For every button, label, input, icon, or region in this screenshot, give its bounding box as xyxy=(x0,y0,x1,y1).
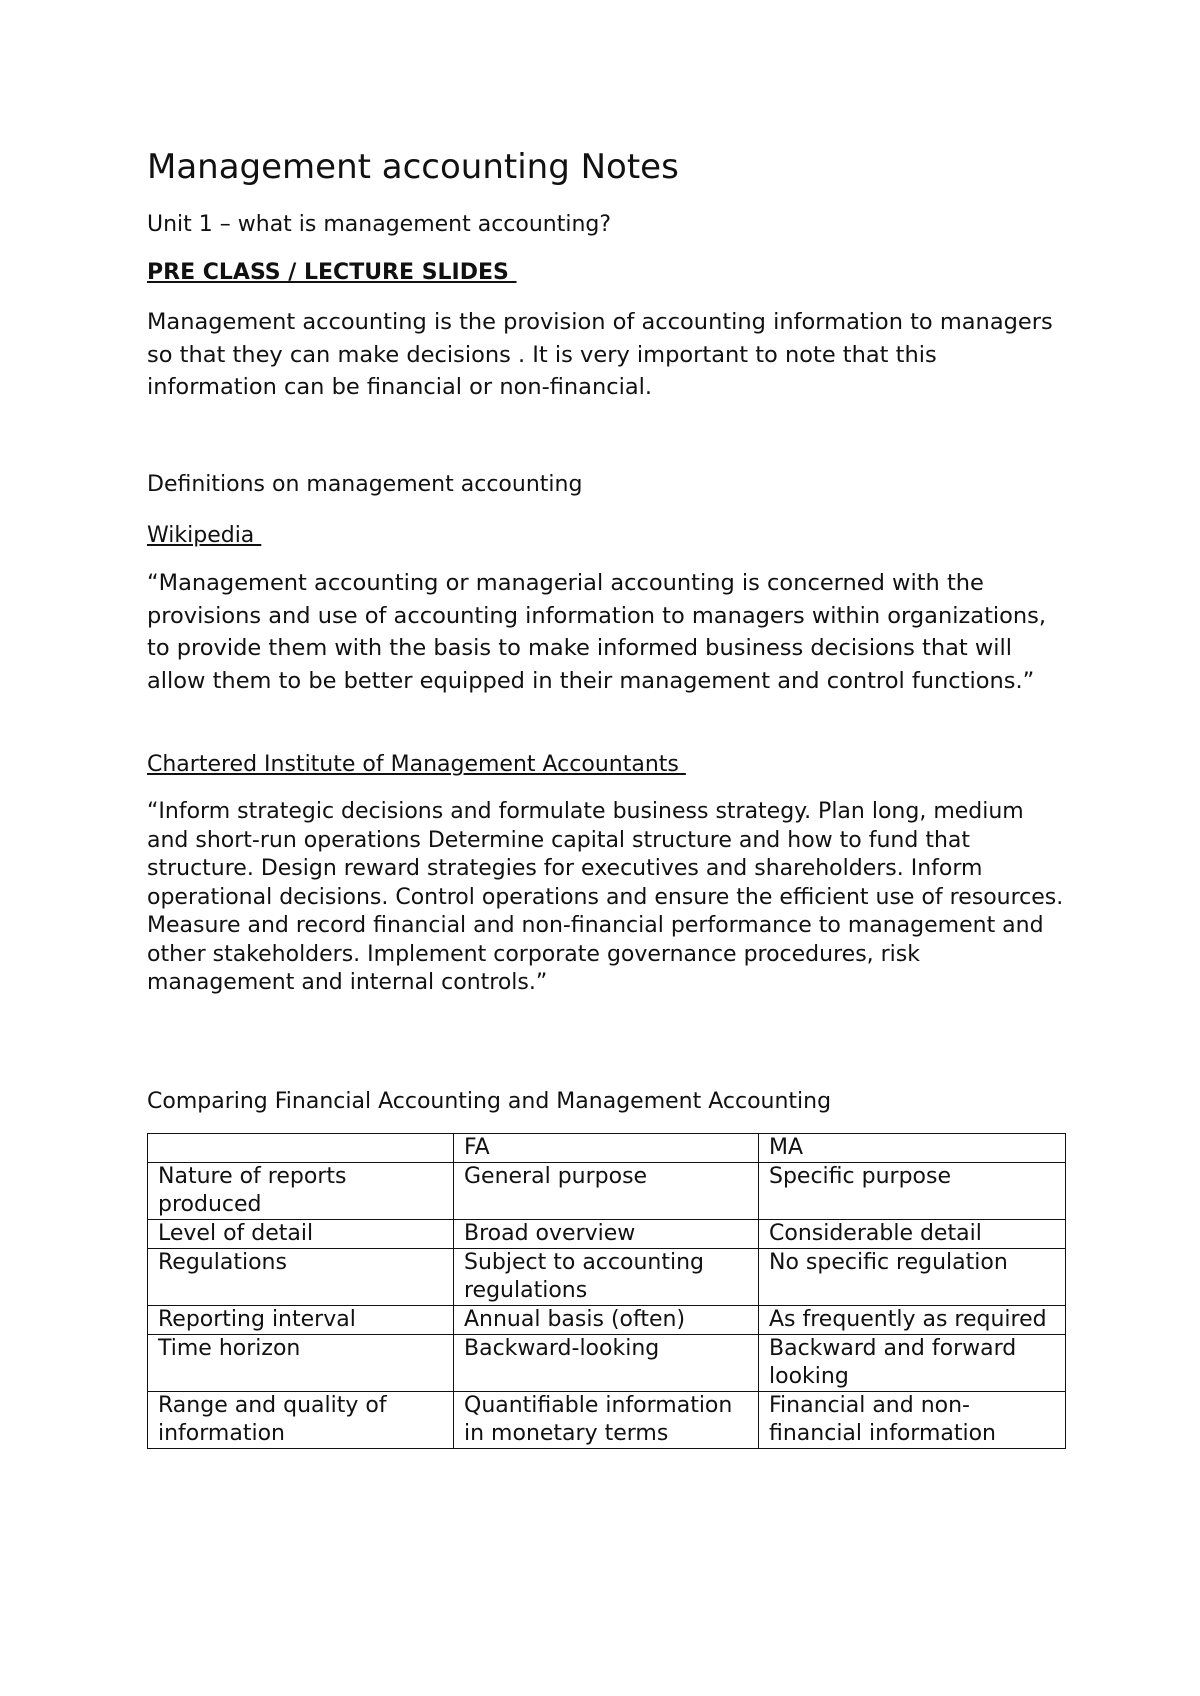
ma-cell: Financial and non-financial information xyxy=(759,1392,1066,1449)
table-row xyxy=(148,1335,1066,1392)
header-cell-blank xyxy=(148,1134,454,1163)
row-label-cell: Regulations xyxy=(148,1249,454,1306)
table-row xyxy=(148,1249,1066,1306)
ma-cell: Specific purpose xyxy=(759,1163,1066,1220)
fa-cell: Broad overview xyxy=(454,1220,759,1249)
ma-cell: No specific regulation xyxy=(759,1249,1066,1306)
fa-cell: Subject to accounting regulations xyxy=(454,1249,759,1306)
ma-cell: Considerable detail xyxy=(759,1220,1066,1249)
row-label-cell: Nature of reports produced xyxy=(148,1163,454,1220)
row-label-cell: Range and quality of information xyxy=(148,1392,454,1449)
unit-subtitle: Unit 1 – what is management accounting? xyxy=(147,212,612,237)
fa-cell: General purpose xyxy=(454,1163,759,1220)
table-row xyxy=(148,1163,1066,1220)
document-title: Management accounting Notes xyxy=(147,147,679,187)
intro-paragraph: Management accounting is the provision of accounting information to managers so that they can make decisions . It is very important to note that this information can be financial or non-financial. xyxy=(147,309,1053,400)
ma-cell: Backward and forward looking xyxy=(759,1335,1066,1392)
row-label-cell: Reporting interval xyxy=(148,1306,454,1335)
fa-cell: Annual basis (often) xyxy=(454,1306,759,1335)
wikipedia-quote: “Management accounting or managerial accounting is concerned with the provisions and use of accounting information to managers within organizations, to provide them with the basis to make informed business decisions that will allow them to be better equipped in their management and control functions.” xyxy=(147,570,1047,694)
table-header-row xyxy=(148,1134,1066,1163)
cima-quote: “Inform strategic decisions and formulate business strategy. Plan long, medium and short-run operations Determine capital structure and how to fund that structure. Design reward strategies for executives and shareholders. Inform operational decisions. Control operations and ensure the efficient use of resources. Measure and record financial and non-financial performance to management and other stakeholders. Implement corporate governance procedures, risk management and internal controls.” xyxy=(147,799,1064,995)
fa-cell: Backward-looking xyxy=(454,1335,759,1392)
header-cell-ma: MA xyxy=(759,1134,1066,1163)
cima-source-label: Chartered Institute of Management Accountants xyxy=(147,752,686,777)
definitions-heading: Definitions on management accounting xyxy=(147,472,583,497)
table-row xyxy=(148,1220,1066,1249)
table-row xyxy=(148,1306,1066,1335)
wikipedia-source-label: Wikipedia xyxy=(147,523,262,548)
row-label-cell: Time horizon xyxy=(148,1335,454,1392)
table-row xyxy=(148,1392,1066,1449)
comparison-table xyxy=(147,1133,1066,1449)
comparison-heading: Comparing Financial Accounting and Management Accounting xyxy=(147,1089,832,1114)
ma-cell: As frequently as required xyxy=(759,1306,1066,1335)
fa-cell: Quantifiable information in monetary terms xyxy=(454,1392,759,1449)
section-heading: PRE CLASS / LECTURE SLIDES xyxy=(147,260,517,285)
header-cell-fa: FA xyxy=(454,1134,759,1163)
row-label-cell: Level of detail xyxy=(148,1220,454,1249)
